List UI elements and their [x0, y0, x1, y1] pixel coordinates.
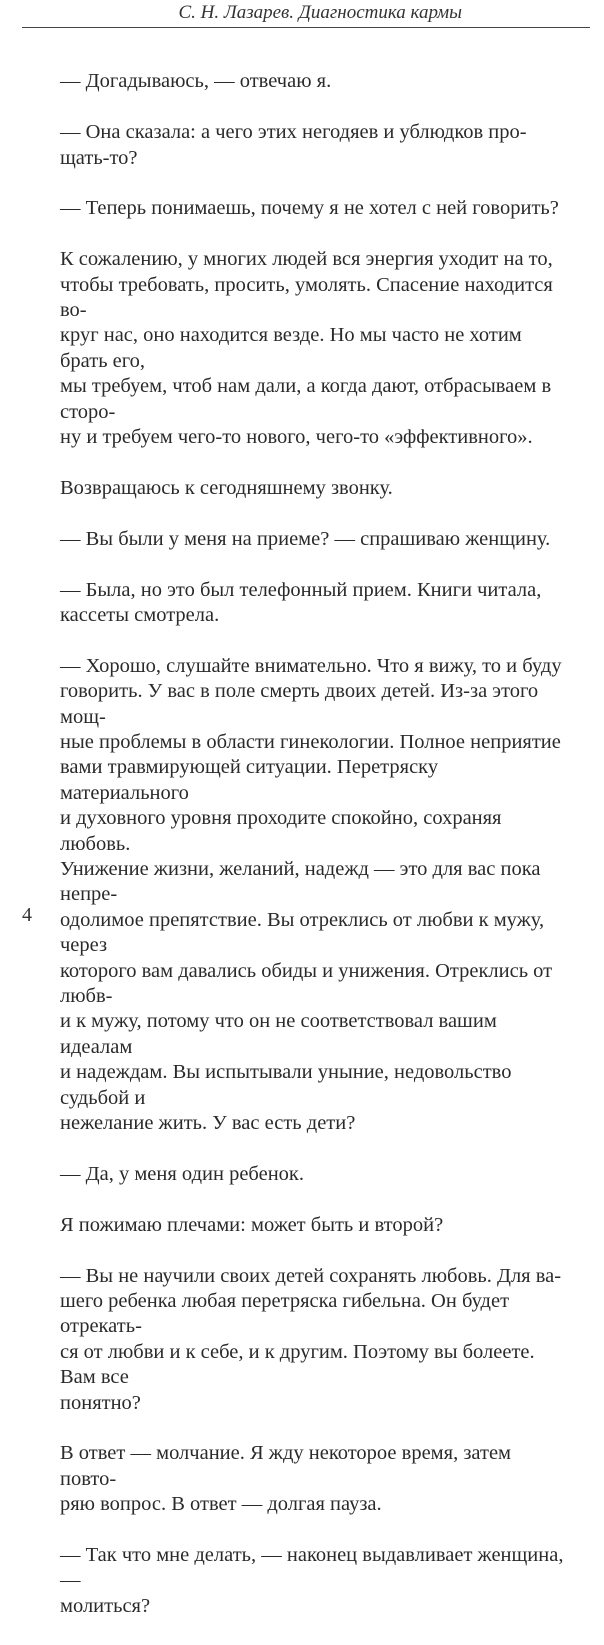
paragraph: — Хорошо, слушайте внимательно. Что я вижу, то и буду говорить. У вас в поле смерть двоих детей. Из-за этого мощ- ные проблемы в области гинекологии. Полное неприятие вами травмирующей ситуации. Перетряску материального и духовного уровня проходите спокойно, сохраняя любовь. Унижение жизни, желаний, надежд — это для вас пока непре- одолимое препятствие. Вы отреклись от любви к мужу, через которого вам давались обиды и унижения. Отреклись от любв- и к мужу, потому что он не соответствовал вашим идеалам и надеждам. Вы испытывали уныние, недовольство судьбой и нежелание жить. У вас есть дети?	[60, 654, 562, 1135]
paragraph: К сожалению, у многих людей вся энергия уходит на то, чтобы требовать, просить, умолять. Спасение находится во- круг нас, оно находится везде. Но мы часто не хотим брать его, мы требуем, чтоб нам дали, а когда дают, отбрасываем в сторо- ну и требуем чего-то нового, чего-то «эффективного».	[60, 248, 553, 449]
paragraph: В ответ — молчание. Я жду некоторое время, затем повто- ряю вопрос. В ответ — долгая пауза.	[60, 1442, 512, 1516]
paragraph: — Была, но это был телефонный прием. Книги читала, кассеты смотрела.	[60, 578, 542, 626]
running-title: С. Н. Лазарев. Диагностика кармы	[178, 2, 462, 23]
body-text	[60, 44, 570, 1645]
paragraph: — Да, у меня один ребенок.	[60, 1162, 304, 1185]
paragraph: Возвращаюсь к сегодняшнему звонку.	[60, 476, 393, 499]
paragraph: — Вы были у меня на приеме? — спрашиваю женщину.	[60, 527, 551, 550]
paragraph: — Она сказала: а чего этих негодяев и ублюдков про- щать-то?	[60, 121, 527, 169]
paragraph: — Догадываюсь, — отвечаю я.	[60, 70, 332, 93]
paragraph: — Так что мне делать, — наконец выдавливает женщина, — молиться?	[60, 1543, 564, 1617]
paragraph: — Вы не научили своих детей сохранять любовь. Для ва- шего ребенка любая перетряска гибельна. Он будет отрекать- ся от любви и к себе, и к другим. Поэтому вы болеете. Вам все понятно?	[60, 1264, 562, 1414]
running-header	[22, 0, 590, 28]
page-number: 4	[22, 904, 32, 926]
paragraph: Я пожимаю плечами: может быть и второй?	[60, 1213, 444, 1236]
paragraph: — Теперь понимаешь, почему я не хотел с ней говорить?	[60, 197, 559, 220]
